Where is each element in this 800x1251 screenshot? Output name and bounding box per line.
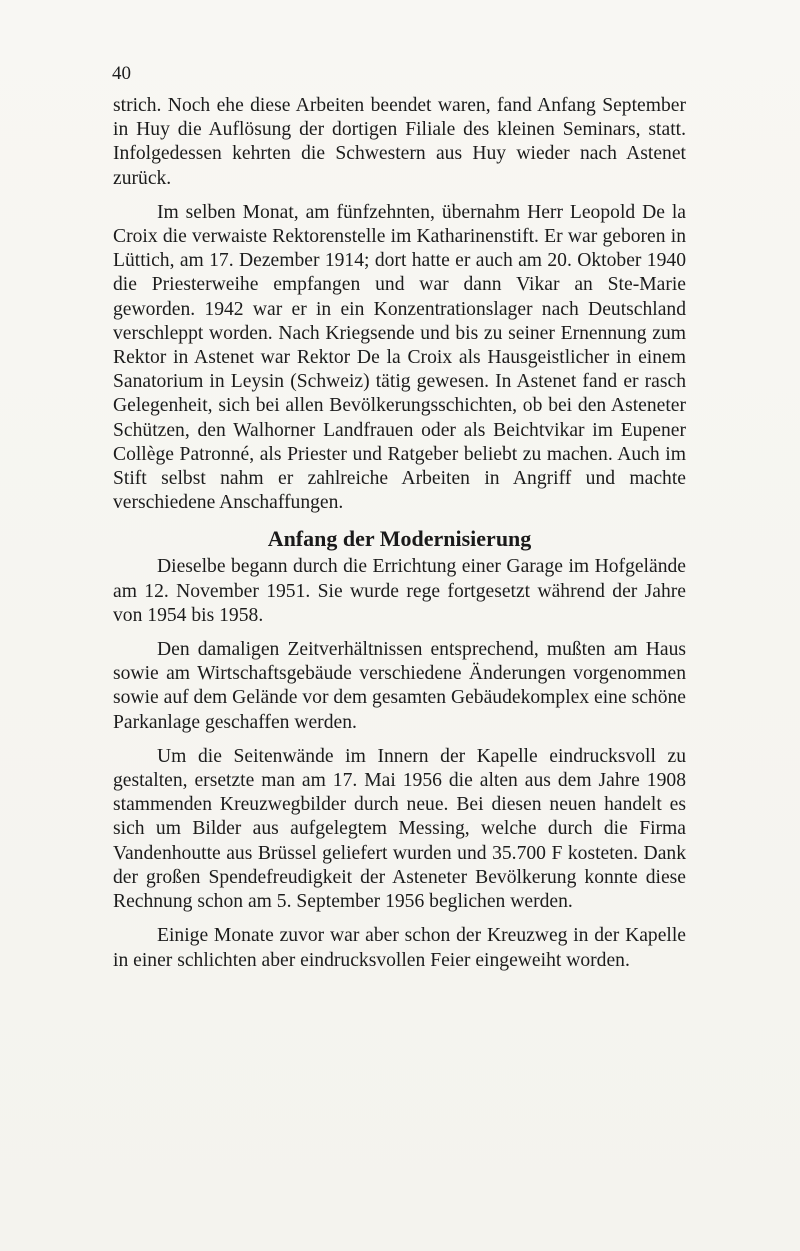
paragraph-1: strich. Noch ehe diese Arbeiten beendet waren, fand Anfang September in Huy die Auflösung der dortigen Filiale des kleinen Seminars, statt. Infolgedessen kehrten die Schwestern aus Huy wieder nach Astenet zurück. — [113, 95, 686, 189]
paragraph-3: Dieselbe begann durch die Errichtung einer Garage im Hofgelände am 12. November 1951. Sie wurde rege fortgesetzt während der Jahre von 1954 bis 1958. — [113, 556, 686, 626]
paragraph-2: Im selben Monat, am fünfzehnten, übernahm Herr Leopold De la Croix die verwaiste Rektorenstelle im Katharinenstift. Er war geboren in Lüttich, am 17. Dezember 1914; dort hatte er auch am 20. Oktober 1940 die Priesterweihe empfangen und war dann Vikar an Ste-Marie geworden. 1942 war er in ein Konzentrationslager nach Deutschland verschleppt worden. Nach Kriegsende und bis zu seiner Ernennung zum Rektor in Astenet war Rektor De la Croix als Hausgeistlicher in einem Sanatorium in Leysin (Schweiz) tätig gewesen. In Astenet fand er rasch Gelegenheit, sich bei allen Bevölkerungsschichten, ob bei den Asteneter Schützen, den Walhorner Landfrauen oder als Beichtvikar im Eupener Collège Patronné, als Priester und Ratgeber beliebt zu machen. Auch im Stift selbst nahm er zahlreiche Arbeiten in Angriff und machte verschiedene Anschaffungen. — [113, 201, 686, 514]
page-body — [113, 94, 686, 984]
section-heading: Anfang der Modernisierung — [267, 526, 532, 552]
paragraph-5: Um die Seitenwände im Innern der Kapelle eindrucksvoll zu gestalten, ersetzte man am 17. Mai 1956 die alten aus dem Jahre 1908 stammenden Kreuzwegbilder durch neue. Bei diesen neuen handelt es sich um Bilder aus aufgelegtem Messing, welche durch die Firma Vandenhoutte aus Brüssel geliefert wurden und 35.700 F kosteten. Dank der großen Spendefreudigkeit der Asteneter Bevölkerung konnte diese Rechnung schon am 5. September 1956 beglichen werden. — [113, 745, 686, 913]
paragraph-4: Den damaligen Zeitverhältnissen entsprechend, mußten am Haus sowie am Wirtschaftsgebäude verschiedene Änderungen vorgenommen sowie auf dem Gelände vor dem gesamten Gebäudekomplex eine schöne Parkanlage geschaffen werden. — [113, 639, 686, 733]
paragraph-6: Einige Monate zuvor war aber schon der Kreuzweg in der Kapelle in einer schlichten aber eindrucksvollen Feier eingeweiht worden. — [113, 925, 686, 971]
page-number: 40 — [112, 63, 131, 84]
